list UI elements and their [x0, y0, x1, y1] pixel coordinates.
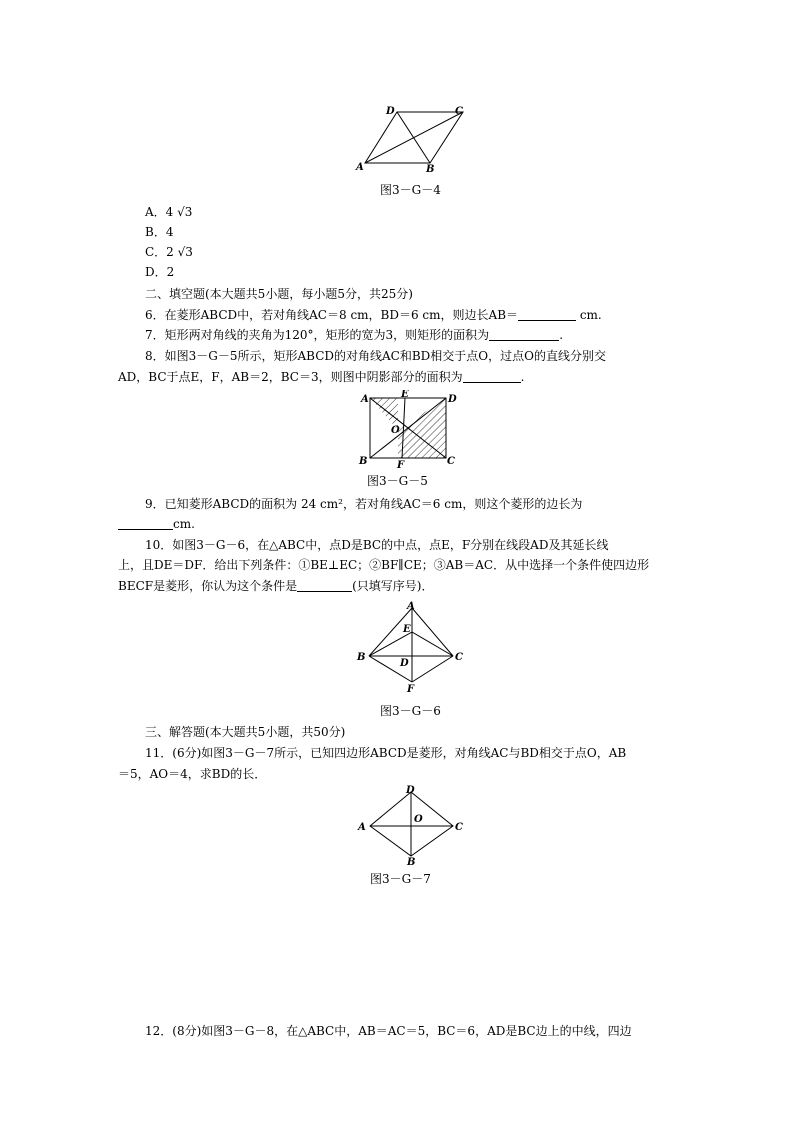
fig5-label-d: D — [448, 394, 457, 405]
question-6: 6．在菱形ABCD中，若对角线AC＝8 cm，BD＝6 cm，则边长AB＝ cm. — [145, 308, 602, 322]
q9-blank[interactable] — [118, 517, 173, 530]
fig4-label-d: D — [386, 106, 395, 117]
fig4-caption: 图3－G－4 — [380, 183, 441, 197]
figure-3-g-7 — [355, 782, 470, 867]
fig5-label-c: C — [447, 456, 455, 467]
option-d: D．2 — [145, 265, 175, 279]
question-10-line-3: BECF是菱形，你认为这个条件是 (只填写序号)． — [118, 579, 434, 593]
question-10-line-1: 10．如图3－G－6，在△ABC中，点D是BC的中点，点E，F分别在线段AD及其延长线 — [145, 538, 609, 552]
fig6-label-f: F — [407, 684, 415, 695]
fig4-label-b: B — [426, 164, 435, 175]
option-b: B．4 — [145, 225, 174, 239]
question-10-line-2: 上，且DE＝DF．给出下列条件：①BE⊥EC；②BF∥CE；③AB＝AC．从中选择一个条件使四边形 — [118, 558, 650, 572]
section-3-heading: 三、解答题(本大题共5小题，共50分) — [145, 725, 346, 739]
fig7-label-c: C — [455, 822, 463, 833]
q8-blank[interactable] — [463, 370, 521, 383]
fig6-label-a: A — [407, 601, 415, 612]
fig5-label-o: O — [391, 425, 400, 436]
fig7-label-o: O — [414, 814, 423, 825]
question-9-line-1: 9．已知菱形ABCD的面积为 24 cm²，若对角线AC＝6 cm，则这个菱形的边长为 — [145, 497, 583, 511]
fig5-label-a: A — [361, 394, 369, 405]
q10-blank[interactable] — [297, 579, 352, 592]
question-9-line-2: cm. — [118, 516, 195, 532]
fig7-caption: 图3－G－7 — [370, 872, 431, 886]
fig6-label-d: D — [400, 658, 409, 669]
fig7-label-d: D — [406, 785, 415, 796]
option-a: A．4 √3 — [145, 205, 193, 219]
fig5-caption: 图3－G－5 — [367, 474, 428, 488]
fig4-label-c: C — [455, 106, 463, 117]
question-8-line-1: 8．如图3－G－5所示，矩形ABCD的对角线AC和BD相交于点O，过点O的直线分别交 — [145, 349, 606, 363]
fig7-label-b: B — [407, 857, 416, 867]
fig6-label-e: E — [403, 624, 411, 635]
question-11-line-2: ＝5，AO＝4，求BD的长． — [118, 767, 267, 781]
figure-3-g-5 — [355, 390, 465, 470]
question-12-line-1: 12．(8分)如图3－G－8，在△ABC中，AB＝AC＝5，BC＝6，AD是BC边上的中线，四边 — [145, 1024, 632, 1038]
fig5-label-e: E — [401, 390, 409, 400]
question-11-line-1: 11．(6分)如图3－G－7所示，已知四边形ABCD是菱形，对角线AC与BD相交于点O，AB — [145, 746, 627, 760]
fig5-label-f: F — [397, 460, 405, 470]
figure-3-g-6 — [352, 600, 472, 695]
fig6-caption: 图3－G－6 — [380, 704, 441, 718]
q6-blank[interactable] — [518, 308, 576, 321]
question-8-line-2: AD，BC于点E，F，AB＝2，BC＝3，则图中阴影部分的面积为 . — [118, 370, 525, 384]
fig5-label-b: B — [359, 456, 368, 467]
fig7-label-a: A — [358, 822, 366, 833]
section-2-heading: 二、填空题(本大题共5小题，每小题5分，共25分) — [145, 287, 413, 301]
option-c: C．2 √3 — [145, 245, 193, 259]
fig6-label-c: C — [455, 652, 463, 663]
q7-blank[interactable] — [489, 328, 559, 341]
fig4-label-a: A — [356, 162, 364, 173]
fig6-label-b: B — [357, 652, 366, 663]
question-7: 7．矩形两对角线的夹角为120°，矩形的宽为3，则矩形的面积为 . — [145, 328, 564, 342]
figure-3-g-4 — [355, 100, 475, 175]
